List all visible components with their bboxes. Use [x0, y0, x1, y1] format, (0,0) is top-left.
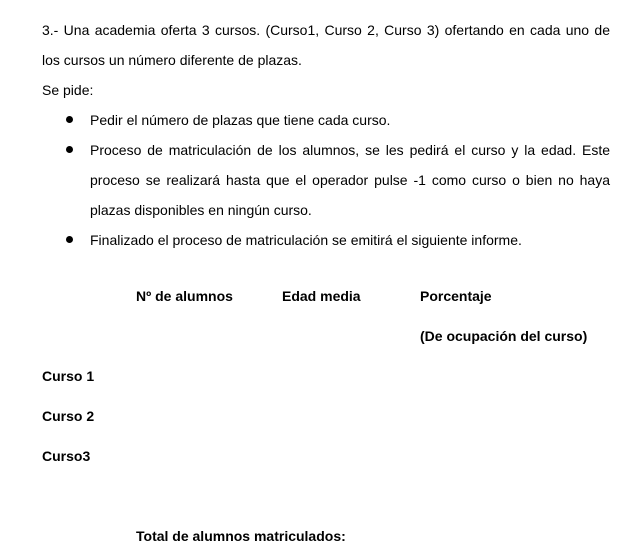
- row-label-curso-1: Curso 1: [42, 368, 95, 384]
- bullet-icon: [66, 236, 73, 243]
- se-pide-label: Se pide:: [42, 82, 94, 98]
- list-item-text: Finalizado el proceso de matriculación se emitirá el siguiente informe.: [90, 232, 522, 248]
- list-item: [0, 105, 610, 135]
- bullet-icon: [66, 146, 73, 153]
- list-item: [0, 225, 610, 255]
- header-ocupacion: (De ocupación del curso): [420, 328, 588, 344]
- row-label-curso-3: Curso3: [42, 448, 91, 464]
- requirements-list: [0, 105, 638, 255]
- row-label-curso-2: Curso 2: [42, 408, 95, 424]
- list-item-text: Pedir el número de plazas que tiene cada curso.: [90, 112, 391, 128]
- header-porcentaje: Porcentaje: [420, 288, 492, 304]
- list-item-text: Proceso de matriculación de los alumnos, se les pedirá el curso y la edad. Este proceso se realizará hasta que el operador pulse -1 como curso o bien no haya plazas disponibles en ningún curso.: [90, 142, 610, 218]
- header-num-alumnos: Nº de alumnos: [136, 288, 233, 304]
- list-item: [0, 135, 610, 225]
- header-edad-media: Edad media: [282, 288, 361, 304]
- exercise-statement: 3.- Una academia oferta 3 cursos. (Curso1, Curso 2, Curso 3) ofertando en cada uno de los cursos un número diferente de plazas.: [42, 22, 610, 68]
- total-alumnos-label: Total de alumnos matriculados:: [136, 528, 346, 544]
- bullet-icon: [66, 116, 73, 123]
